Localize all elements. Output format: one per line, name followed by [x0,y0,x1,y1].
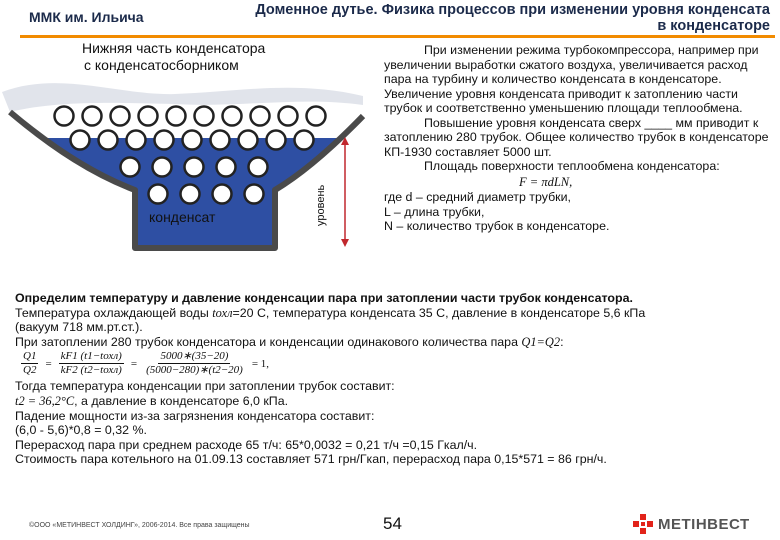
tube [267,131,286,150]
where-n: N – количество трубок в конденсаторе. [384,219,610,233]
slide-title-line1: Доменное дутье. Физика процессов при изменении уровня конденсата [255,2,770,18]
tube [295,131,314,150]
tube [195,107,214,126]
tube [71,131,90,150]
calc-line9: Стоимость пара котельного на 01.09.13 составляет 571 грн/Гкап, перерасход пара 0,15*571 = 86 грн/ч. [15,452,607,467]
condensate-label: конденсат [149,209,216,225]
diagram-title-line1: Нижняя часть конденсатора [82,40,266,56]
frac-kf-num: kF1 (t1−tохл) [60,350,122,363]
eq-sign-2: = [130,357,138,370]
tube [149,185,168,204]
tube [121,158,140,177]
tube [153,158,172,177]
page-number: 54 [383,514,402,533]
calc-line1 [15,306,775,321]
frac-q [21,350,38,377]
frac-kf [59,350,124,377]
level-label: уровень [315,184,327,226]
tube [213,185,232,204]
tube [249,158,268,177]
calculation-heading: Определим температуру и давление конденсации пара при затоплении части трубок конденсатора. [15,291,633,305]
tube [217,158,236,177]
t-cooling-symbol: tохл [212,305,233,320]
calc-line5 [15,394,775,409]
tube [139,107,158,126]
calc-line3-a: При затоплении 280 трубок конденсатора и конденсации одинакового количества пара [15,334,522,349]
calculation-text [15,291,775,467]
frac-q-den: Q2 [23,364,37,377]
tube [185,158,204,177]
calc-line3 [15,335,775,350]
tube [251,107,270,126]
frac-q-num: Q1 [23,350,37,363]
t2-value: t2 = 36,2°C [15,393,75,408]
tube [167,107,186,126]
tube [279,107,298,126]
heat-balance-equation [17,350,775,377]
area-formula: F = πdLN, [519,174,573,189]
frac-values [144,350,245,377]
tube [111,107,130,126]
copyright: ©ООО «МЕТИНВЕСТ ХОЛДИНГ», 2006-2014. Все права защищены [29,522,250,529]
calc-line1-b: =20 С, температура конденсата 35 С, давление в конденсаторе 5,6 кПа [232,305,646,320]
calc-line5-b: , а давление в конденсаторе 6,0 кПа. [74,393,289,408]
tube [181,185,200,204]
explanation-para1: При изменении режима турбокомпрессора, например при увеличении выработки сжатого воздуха, увеличивается расход пара на турбину и количество конденсата в конденсаторе. Увеличение уровня конденсата приводит к затоплению части трубок и соответственно уменьшению площади теплообмена. [384,43,759,115]
tube [155,131,174,150]
company-name: ММК им. Ильича [29,9,144,25]
tube [99,131,118,150]
tube [55,107,74,126]
calc-line3-b: : [560,334,564,349]
header-divider [20,35,775,38]
logo-text: МЕТІНВЕСТ [658,515,750,533]
metinvest-logo [632,513,750,535]
calc-line6: Падение мощности из-за загрязнения конденсатора составит: [15,408,375,423]
frac-values-den: (5000−280)∗(t2−20) [146,364,243,377]
calc-line7: (6,0 - 5,6)*0,8 = 0,32 %. [15,423,147,438]
frac-kf-den: kF2 (t2−tохл) [60,364,122,377]
calc-line8: Перерасход пара при среднем расходе 65 т/ч: 65*0,0032 = 0,21 т/ч =0,15 Гкал/ч. [15,437,478,452]
tube [211,131,230,150]
tube [307,107,326,126]
where-d: где d – средний диаметр трубки, [384,190,571,204]
tube [183,131,202,150]
condenser-diagram [0,80,375,255]
tube [239,131,258,150]
explanation-para2: Повышение уровня конденсата сверх ____ мм приводит к затоплению 280 трубок. Общее количество трубок в конденсаторе КП-1930 составляет 5000 шт. [384,115,769,159]
calc-line4: Тогда температура конденсации при затоплении трубок составит: [15,379,395,394]
slide-title [160,2,770,34]
frac-values-num: 5000∗(35−20) [160,350,229,363]
eq-sign-1: = [45,357,52,370]
logo-icon [632,513,654,535]
tube [127,131,146,150]
slide-title-line2: в конденсаторе [657,18,770,34]
eq-result: = 1, [251,357,270,370]
tube [223,107,242,126]
tube [83,107,102,126]
explanation-text [384,43,776,234]
explanation-para3: Площадь поверхности теплообмена конденсатора: [424,159,720,173]
level-indicator [341,137,349,247]
diagram-title-line2: с конденсатосборником [84,57,239,73]
calc-line1-a: Температура охлаждающей воды [15,305,213,320]
tube [245,185,264,204]
calc-line2: (вакуум 718 мм.рт.ст.). [15,320,143,335]
diagram-title [82,40,265,74]
where-l: L – длина трубки, [384,204,485,219]
q-equality-symbol: Q1=Q2 [521,334,561,349]
